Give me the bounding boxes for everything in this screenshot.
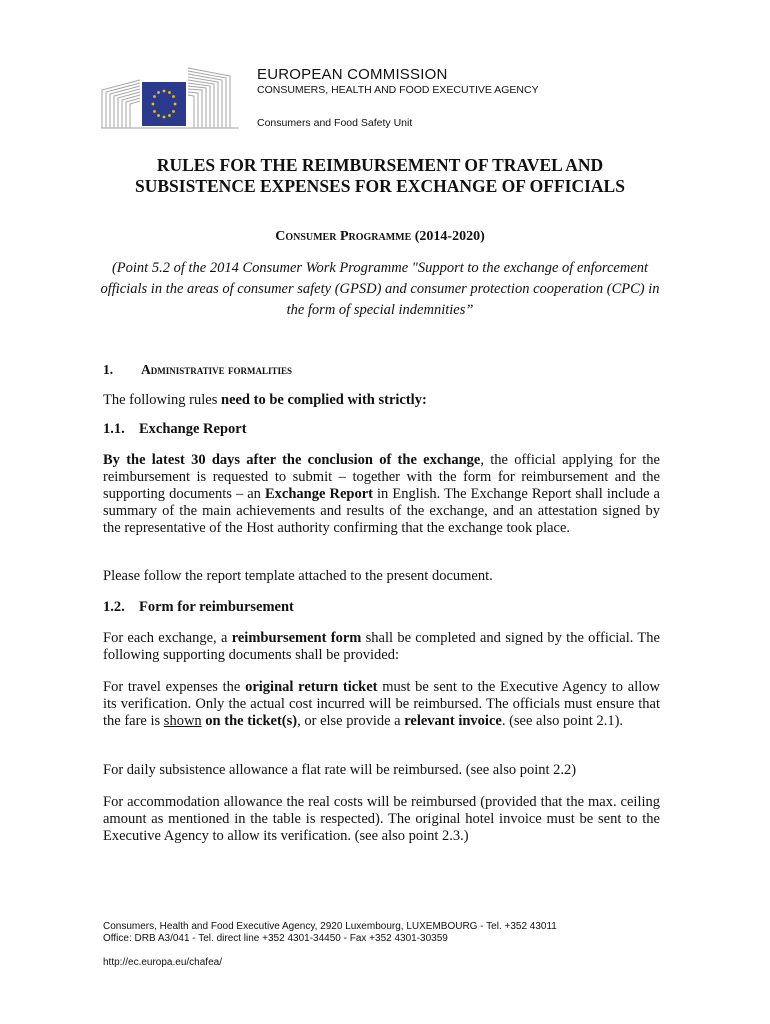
european-commission-logo	[100, 62, 240, 130]
title-line-1: RULES FOR THE REIMBURSEMENT OF TRAVEL AND	[156, 155, 604, 175]
lead-text: The following rules	[103, 392, 221, 408]
title-line-2: SUBSISTENCE EXPENSES FOR EXCHANGE OF OFFICIALS	[135, 176, 625, 196]
reimbursement-form-paragraph	[103, 630, 660, 664]
subsection-number: 1.1.	[103, 421, 125, 437]
para-text: , or else provide a	[297, 713, 405, 729]
para-text: For travel expenses the	[103, 679, 246, 695]
subsection-number: 1.2.	[103, 599, 125, 615]
para-text: For each exchange, a	[103, 630, 232, 646]
footer-line-2: Office: DRB A3/041 - Tel. direct line +352 4301-34450 - Fax +352 4301-30359	[103, 933, 448, 944]
exchange-report-emphasis: Exchange Report	[265, 486, 373, 502]
subsection-heading-1-2	[103, 599, 294, 616]
document-title	[100, 155, 660, 197]
ticket-emphasis: on the ticket(s)	[205, 713, 298, 729]
travel-expenses-paragraph	[103, 679, 660, 730]
accommodation-paragraph: For accommodation allowance the real costs will be reimbursed (provided that the max. ceiling amount as mentioned in the table is respected). The original hotel invoice must be sent to the Executive Agency to allow its verification. (see also point 2.3.)	[103, 794, 660, 844]
section-number: 1.	[103, 362, 114, 377]
reimbursement-form-emphasis: reimbursement form	[231, 630, 362, 646]
return-ticket-emphasis: original return ticket	[245, 679, 378, 695]
exchange-report-paragraph	[103, 452, 660, 537]
invoice-emphasis: relevant invoice	[404, 713, 502, 729]
section-lead	[103, 392, 660, 409]
para-text: shall be completed and signed by the official. The following supporting documents shall be provided:	[103, 630, 660, 663]
header-unit: Consumers and Food Safety Unit	[257, 117, 413, 129]
section-title: Administrative formalities	[141, 362, 292, 377]
programme-name: Consumer Programme	[275, 229, 412, 244]
para-text: , the official applying for the reimbursement is requested to submit – together with the form for reimbursement and the supporting documents – an	[103, 452, 660, 502]
footer-address	[103, 921, 557, 945]
header-org: EUROPEAN COMMISSION	[257, 66, 448, 83]
footer-url[interactable]: http://ec.europa.eu/chafea/	[103, 957, 222, 968]
lead-emphasis: need to be complied with strictly:	[221, 392, 427, 408]
footer-line-1: Consumers, Health and Food Executive Agency, 2920 Luxembourg, LUXEMBOURG - Tel. +352 43011	[103, 921, 557, 932]
header-agency: CONSUMERS, HEALTH AND FOOD EXECUTIVE AGENCY	[257, 84, 539, 96]
programme-years: (2014-2020)	[414, 229, 485, 244]
deadline-emphasis: By the latest 30 days after the conclusion of the exchange	[103, 452, 481, 468]
subsection-title: Exchange Report	[139, 421, 247, 437]
subsection-title: Form for reimbursement	[139, 599, 294, 615]
para-text: in English. The Exchange Report shall include a summary of the main achievements and results of the exchange, and an attestation signed by the representative of the Host authority confirming that the exchange took place.	[103, 486, 660, 536]
para-text: must be sent to the Executive Agency to allow its verification. Only the actual cost incurred will be reimbursed. The officials must ensure that the fare is	[103, 679, 660, 729]
report-template-paragraph: Please follow the report template attached to the present document.	[103, 568, 493, 584]
para-text: . (see also point 2.1).	[501, 713, 624, 729]
subsection-heading-1-1	[103, 421, 247, 438]
section-heading	[103, 362, 292, 378]
subsistence-paragraph: For daily subsistence allowance a flat rate will be reimbursed. (see also point 2.2)	[103, 762, 577, 778]
shown-underline: shown	[163, 713, 202, 729]
programme-subtitle	[100, 229, 660, 245]
intro-paragraph: (Point 5.2 of the 2014 Consumer Work Programme "Support to the exchange of enforcement officials in the areas of consumer safety (GPSD) and consumer protection cooperation (CPC) in the form of special indemnities”	[100, 260, 660, 318]
